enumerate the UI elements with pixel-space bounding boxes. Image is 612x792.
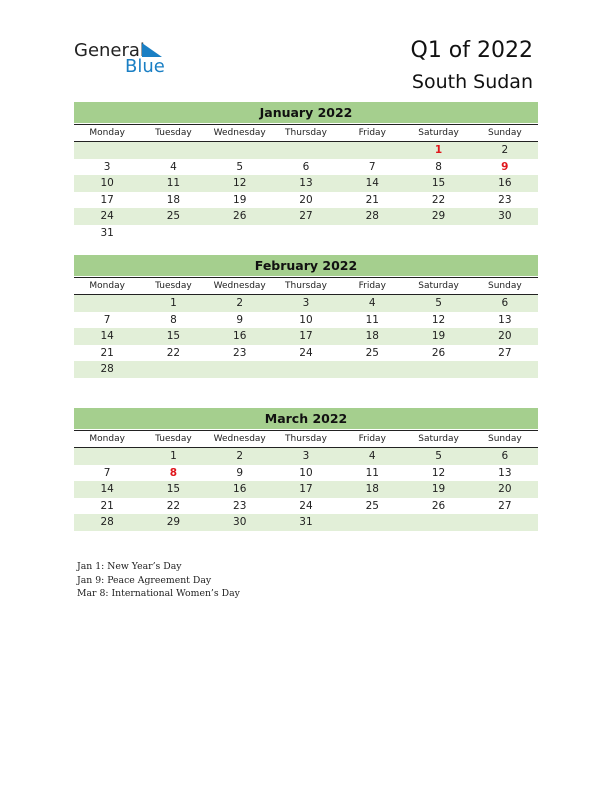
date-cell: 19 <box>431 330 446 342</box>
date-cell: 27 <box>299 210 313 222</box>
logo-text-blue: Blue <box>125 56 165 77</box>
week-row <box>74 312 538 329</box>
date-cell: 16 <box>498 177 512 189</box>
date-cell <box>405 361 471 378</box>
date-cell: 29 <box>431 210 446 222</box>
date-cell: 22 <box>431 193 446 206</box>
weekday-label: Saturday <box>418 434 459 444</box>
month-title: March 2022 <box>74 408 538 429</box>
date-cell: 2 <box>501 144 509 156</box>
date-cell: 4 <box>170 160 177 173</box>
date-cell: 25 <box>365 346 379 359</box>
logo-text-general: General <box>74 40 145 61</box>
date-cell: 24 <box>299 346 313 359</box>
date-cell: 9 <box>236 313 244 326</box>
date-cell <box>405 225 471 242</box>
date-cell: 15 <box>166 330 181 342</box>
logo-triangle-icon <box>142 43 162 57</box>
date-cell <box>339 361 405 378</box>
page-title: Q1 of 2022 <box>410 38 533 63</box>
weekday-label: Wednesday <box>213 128 266 138</box>
week-row <box>74 192 538 209</box>
holiday-list <box>77 560 240 601</box>
date-cell: 11 <box>365 313 379 326</box>
date-cell <box>472 361 538 378</box>
date-cell <box>339 225 405 242</box>
week-row <box>74 328 538 345</box>
holiday-date: 8 <box>169 466 178 479</box>
date-cell: 22 <box>166 499 181 512</box>
date-cell: 8 <box>170 313 177 326</box>
month-title: January 2022 <box>74 102 538 123</box>
date-cell: 21 <box>100 499 114 512</box>
date-cell: 12 <box>431 313 446 326</box>
date-cell: 13 <box>498 313 512 326</box>
date-cell <box>207 225 273 242</box>
date-cell: 21 <box>365 193 379 206</box>
date-cell: 22 <box>166 346 181 359</box>
week-row <box>74 498 538 515</box>
date-cell: 2 <box>236 297 244 309</box>
date-cell: 5 <box>236 160 244 173</box>
date-cell: 7 <box>103 313 111 326</box>
date-cell: 28 <box>100 363 114 375</box>
weekday-label: Sunday <box>487 281 522 291</box>
date-cell: 5 <box>435 297 442 309</box>
date-cell: 23 <box>233 346 247 359</box>
date-cell: 30 <box>498 210 512 222</box>
date-cell: 12 <box>233 177 247 189</box>
date-cell <box>273 361 339 378</box>
weekday-label: Tuesday <box>155 128 192 138</box>
date-cell <box>140 142 206 159</box>
date-cell: 17 <box>299 330 313 342</box>
date-cell <box>472 514 538 531</box>
date-cell: 10 <box>100 177 114 189</box>
month-calendar <box>74 408 538 531</box>
week-row <box>74 208 538 225</box>
weekday-label: Thursday <box>285 281 327 291</box>
date-cell: 23 <box>498 193 512 206</box>
weekday-label: Tuesday <box>155 281 192 291</box>
date-cell: 2 <box>236 450 244 462</box>
date-cell: 16 <box>233 483 247 495</box>
date-cell: 30 <box>233 516 247 528</box>
weekday-header <box>74 277 538 295</box>
date-cell: 21 <box>100 346 114 359</box>
weekday-header <box>74 430 538 448</box>
date-cell <box>140 225 206 242</box>
weekday-label: Sunday <box>487 434 522 444</box>
date-cell: 26 <box>431 346 446 359</box>
holiday-note: Mar 8: International Women’s Day <box>77 588 240 599</box>
date-cell: 15 <box>431 177 446 189</box>
date-cell: 9 <box>236 466 244 479</box>
holiday-note: Jan 1: New Year’s Day <box>77 561 182 572</box>
weekday-label: Thursday <box>285 128 327 138</box>
weekday-label: Wednesday <box>213 281 266 291</box>
date-cell: 24 <box>100 210 114 222</box>
date-cell: 20 <box>498 483 512 495</box>
date-cell <box>273 142 339 159</box>
weekday-label: Monday <box>89 281 125 291</box>
date-cell: 7 <box>103 466 111 479</box>
date-cell: 12 <box>431 466 446 479</box>
date-cell: 19 <box>233 193 247 206</box>
date-cell <box>405 514 471 531</box>
weekday-label: Sunday <box>487 128 522 138</box>
week-row <box>74 175 538 192</box>
date-cell: 18 <box>166 193 181 206</box>
week-row <box>74 225 538 242</box>
date-cell: 18 <box>365 483 379 495</box>
date-cell: 11 <box>166 177 181 189</box>
date-cell: 14 <box>365 177 379 189</box>
week-row <box>74 159 538 176</box>
date-cell: 14 <box>100 483 114 495</box>
week-row <box>74 465 538 482</box>
date-cell: 19 <box>431 483 446 495</box>
date-cell: 7 <box>368 160 376 173</box>
date-cell <box>472 225 538 242</box>
date-cell: 17 <box>299 483 313 495</box>
date-cell <box>74 142 140 159</box>
weekday-label: Saturday <box>418 128 459 138</box>
date-cell <box>74 295 140 312</box>
date-cell: 4 <box>368 297 376 309</box>
date-cell: 17 <box>100 193 114 206</box>
holiday-note: Jan 9: Peace Agreement Day <box>77 574 212 586</box>
date-cell: 13 <box>299 177 313 189</box>
date-cell: 3 <box>302 450 310 462</box>
weekday-label: Wednesday <box>213 434 266 444</box>
date-cell: 18 <box>365 330 379 342</box>
month-calendar <box>74 255 538 378</box>
date-cell: 10 <box>299 466 313 479</box>
country-name: South Sudan <box>411 71 533 93</box>
date-cell: 25 <box>365 499 379 512</box>
date-cell: 31 <box>299 516 313 528</box>
date-cell <box>140 361 206 378</box>
date-cell: 27 <box>498 346 512 359</box>
date-cell: 24 <box>299 499 313 512</box>
date-cell: 26 <box>233 210 247 222</box>
week-row <box>74 514 538 531</box>
date-cell: 27 <box>498 499 512 512</box>
month-calendar <box>74 102 538 241</box>
date-cell: 26 <box>431 499 446 512</box>
date-cell: 29 <box>166 516 181 528</box>
date-cell: 13 <box>498 466 512 479</box>
date-cell: 16 <box>233 330 247 342</box>
week-row <box>74 345 538 362</box>
date-cell: 28 <box>365 210 379 222</box>
week-row <box>74 481 538 498</box>
weekday-label: Friday <box>358 281 386 291</box>
date-cell: 10 <box>299 313 313 326</box>
date-cell: 1 <box>170 450 177 462</box>
date-cell: 6 <box>302 160 310 173</box>
date-cell: 25 <box>166 210 181 222</box>
date-cell: 20 <box>299 193 313 206</box>
weekday-label: Monday <box>89 434 125 444</box>
weekday-label: Thursday <box>285 434 327 444</box>
date-cell: 23 <box>233 499 247 512</box>
date-cell: 6 <box>501 450 509 462</box>
weekday-header <box>74 124 538 142</box>
date-cell <box>74 448 140 465</box>
weekday-label: Tuesday <box>155 434 192 444</box>
date-cell <box>207 142 273 159</box>
date-cell: 4 <box>368 450 376 462</box>
date-cell: 8 <box>435 160 442 173</box>
holiday-date: 1 <box>434 144 443 156</box>
date-cell: 11 <box>365 466 379 479</box>
date-cell: 3 <box>103 160 111 173</box>
date-cell <box>339 514 405 531</box>
date-cell: 1 <box>170 297 177 309</box>
date-cell <box>339 142 405 159</box>
date-cell: 3 <box>302 297 310 309</box>
weekday-label: Friday <box>358 128 386 138</box>
month-title: February 2022 <box>74 255 538 276</box>
date-cell: 6 <box>501 297 509 309</box>
date-cell: 20 <box>498 330 512 342</box>
holiday-date: 9 <box>501 160 509 173</box>
weekday-label: Monday <box>89 128 125 138</box>
date-cell: 28 <box>100 516 114 528</box>
weekday-label: Friday <box>358 434 386 444</box>
week-row <box>74 295 538 312</box>
week-row <box>74 448 538 465</box>
date-cell: 15 <box>166 483 181 495</box>
week-row <box>74 361 538 378</box>
date-cell <box>273 225 339 242</box>
date-cell: 31 <box>100 226 114 239</box>
weekday-label: Saturday <box>418 281 459 291</box>
date-cell <box>207 361 273 378</box>
date-cell: 14 <box>100 330 114 342</box>
week-row <box>74 142 538 159</box>
date-cell: 5 <box>435 450 442 462</box>
